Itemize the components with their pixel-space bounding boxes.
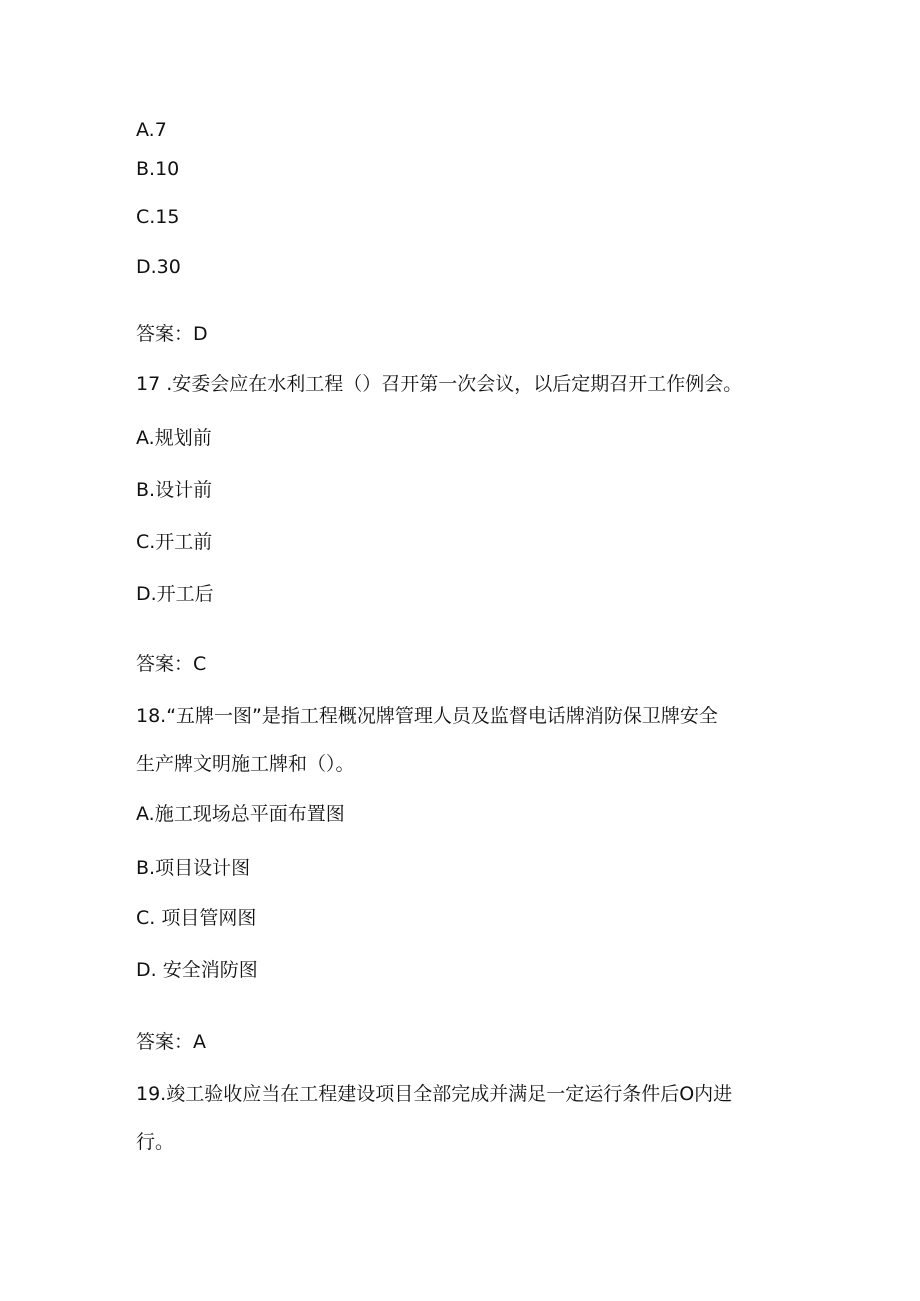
q17-option-c: C.开工前 [136, 531, 213, 553]
q17-option-a: A.规划前 [136, 427, 212, 449]
q18-answer: 答案：A [136, 1031, 206, 1053]
q16-option-c: C.15 [136, 206, 180, 228]
q18-stem-line2: 生产牌文明施工牌和（）。 [136, 753, 355, 775]
q17-answer: 答案：C [136, 653, 207, 675]
q19-stem-line1: 19.竣工验收应当在工程建设项目全部完成并满足一定运行条件后O内进 [136, 1083, 733, 1105]
q18-stem-line1: 18.“五牌一图”是指工程概况牌管理人员及监督电话牌消防保卫牌安全 [136, 705, 718, 727]
q17-stem: 17 .安委会应在水利工程（）召开第一次会议，以后定期召开工作例会。 [136, 373, 743, 395]
q16-option-a: A.7 [136, 119, 167, 141]
q18-option-a: A.施工现场总平面布置图 [136, 803, 345, 825]
q18-option-b: B.项目设计图 [136, 857, 251, 879]
q17-option-d: D.开工后 [136, 583, 214, 605]
q18-option-d: D. 安全消防图 [136, 959, 258, 981]
q18-option-c: C. 项目管网图 [136, 907, 257, 929]
q16-answer: 答案：D [136, 323, 208, 345]
q17-option-b: B.设计前 [136, 479, 213, 501]
q19-stem-line2: 行。 [136, 1131, 175, 1153]
q16-option-b: B.10 [136, 158, 180, 180]
q16-option-d: D.30 [136, 256, 181, 278]
